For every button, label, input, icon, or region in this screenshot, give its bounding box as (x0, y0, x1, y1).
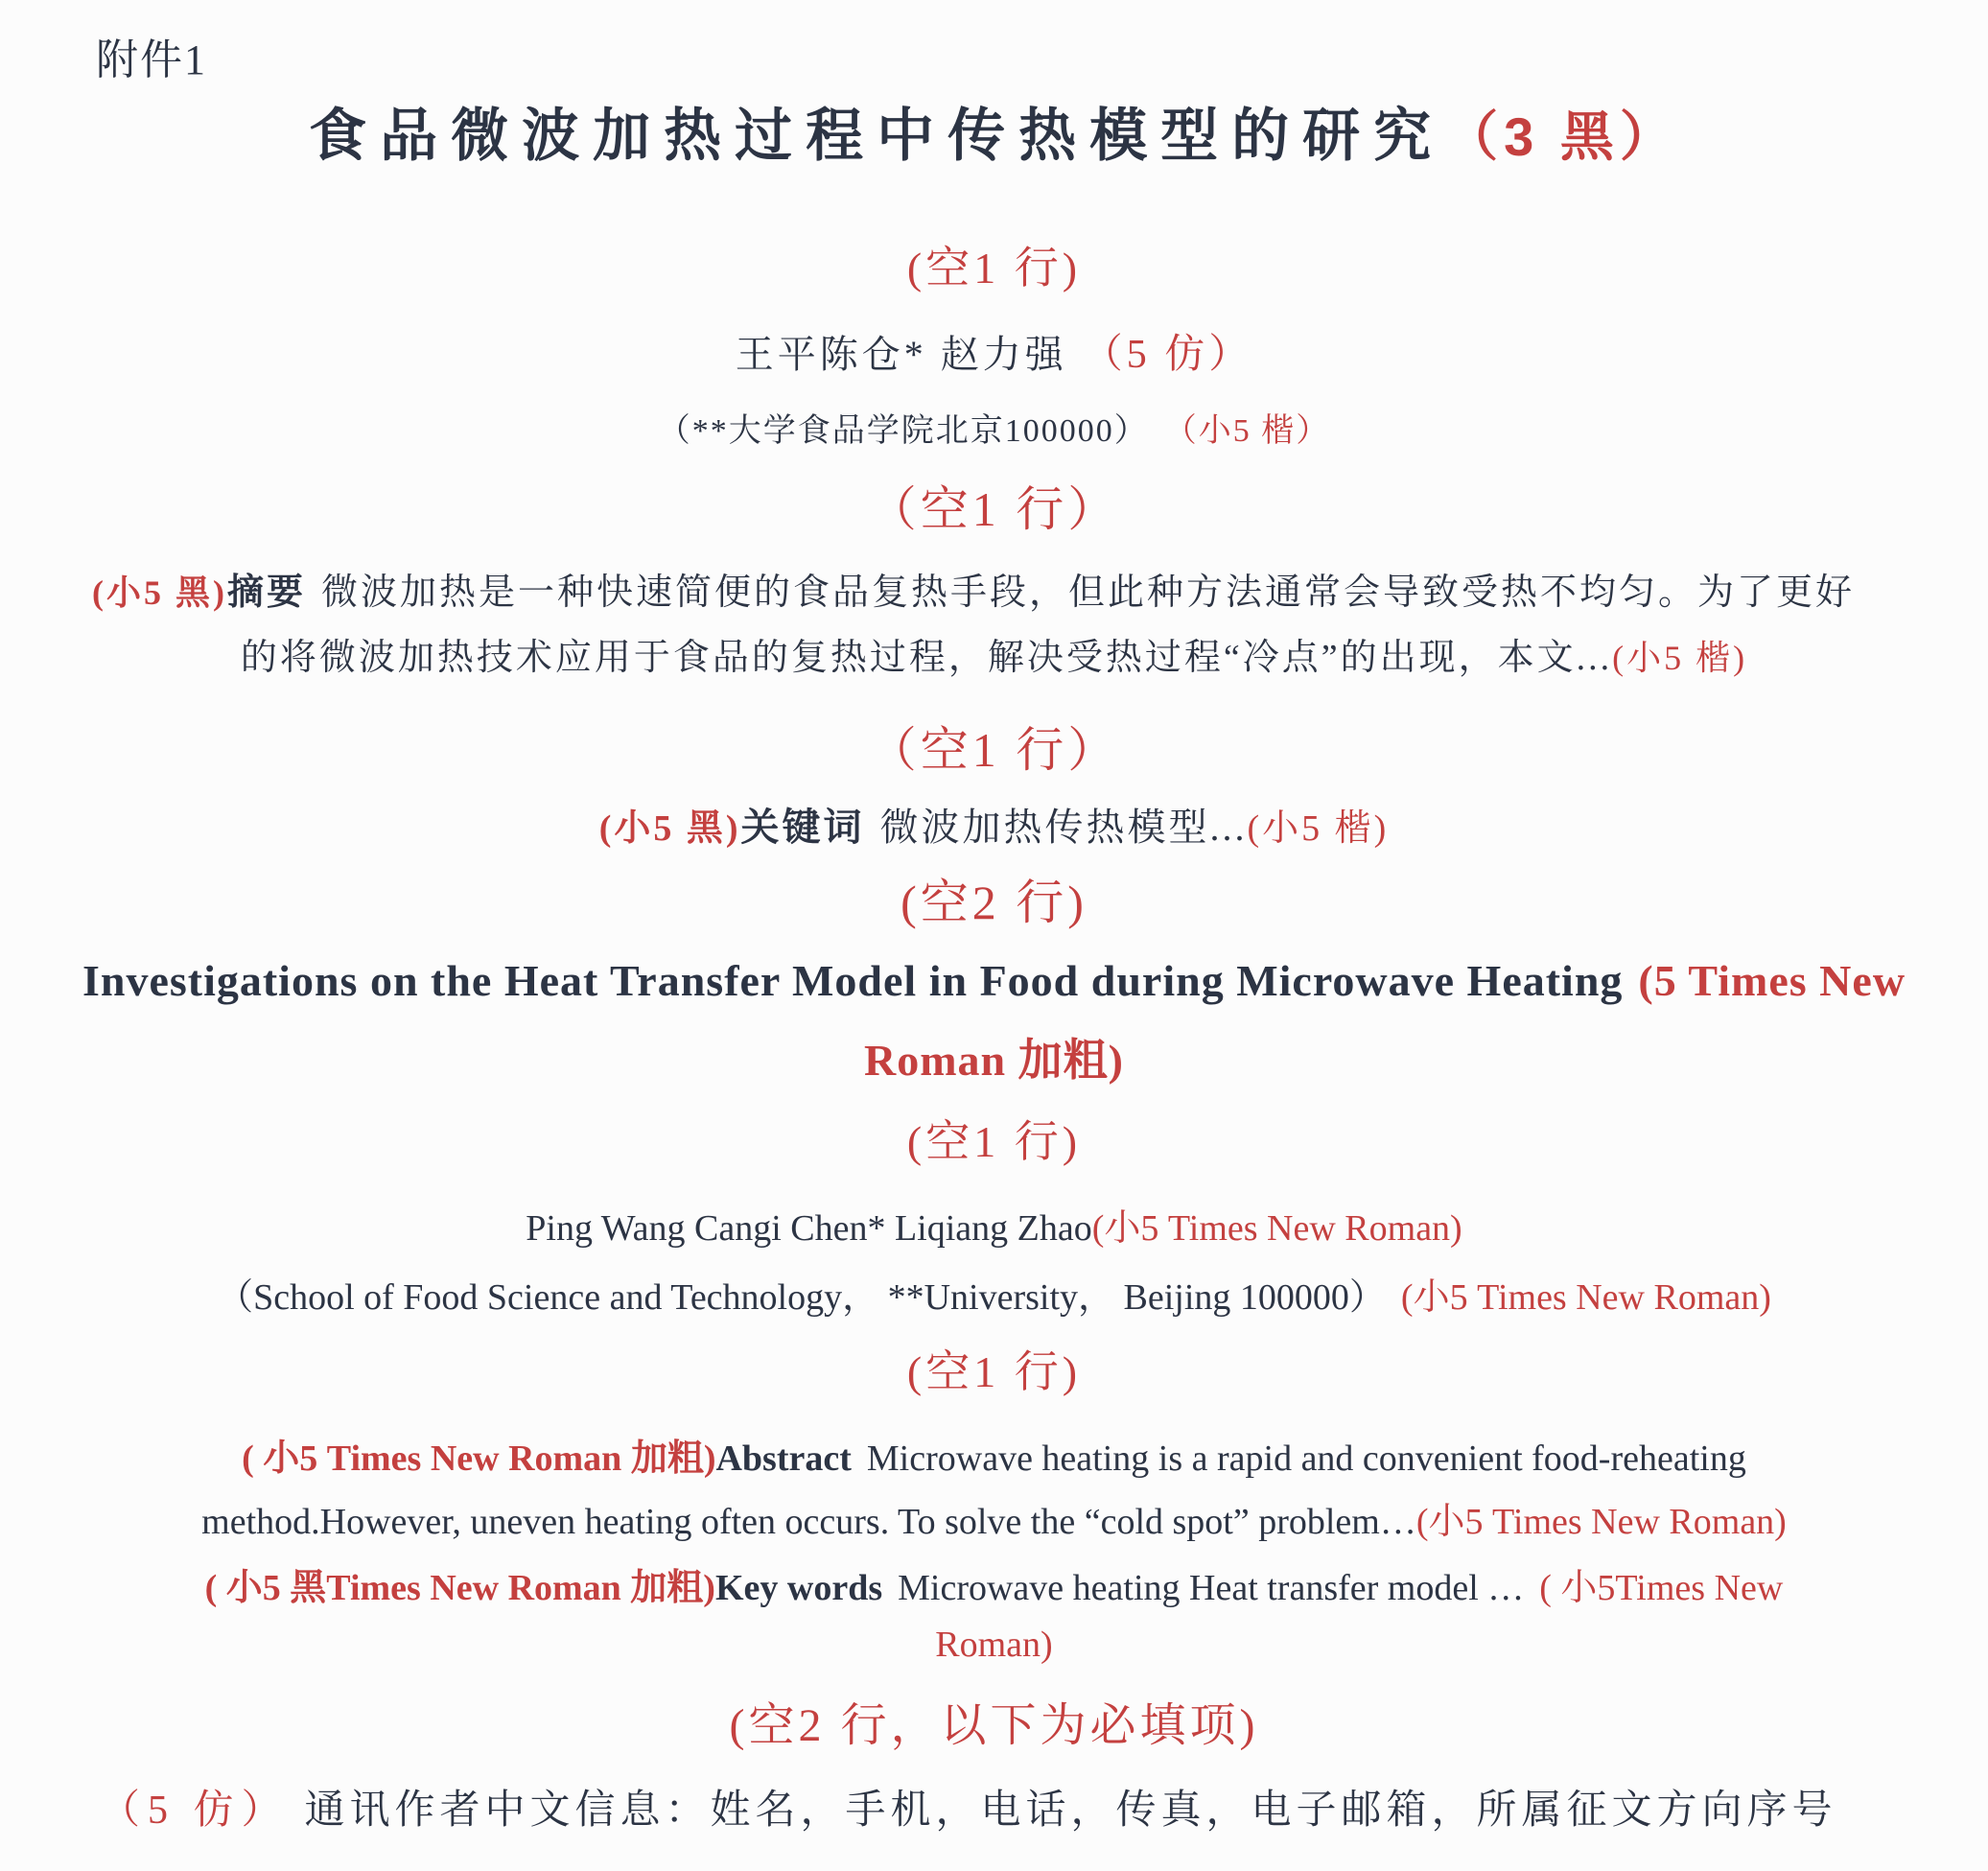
attachment-label-text: 附件1 (96, 36, 207, 83)
blank-note-text: (空2 行) (900, 876, 1088, 929)
en-authors-font-note: (小5 Times New Roman) (1091, 1208, 1462, 1249)
blank-note-text: （空1 行） (868, 482, 1120, 536)
cn-abstract-line-2 (0, 627, 1988, 680)
footer-contact-text: 通讯作者中文信息：姓名，手机，电话，传真，电子邮箱，所属征文方向序号 (304, 1789, 1837, 1833)
blank-note-text: (空2 行，以下为必填项) (729, 1700, 1259, 1751)
attachment-label (96, 25, 207, 86)
cn-abstract-font-note-suffix: (小5 楷) (1612, 639, 1748, 677)
blank-note-text: (空1 行) (906, 244, 1082, 292)
en-abstract-text-1: Microwave heating is a rapid and convenient food-reheating (866, 1438, 1746, 1479)
footer-contact-line (100, 1778, 1837, 1836)
blank-note-text: （空1 行） (868, 723, 1120, 777)
en-keywords-font-note-1: ( 小5Times New (1539, 1568, 1784, 1608)
cn-abstract-line-1 (92, 562, 1855, 615)
en-authors-text: Ping Wang Cangi Chen* Liqiang Zhao (526, 1208, 1092, 1249)
en-affiliation-line (0, 1267, 1988, 1320)
cn-title-text: 食品微波加热过程中传热模型的研究 (309, 104, 1445, 168)
cn-blank-line-3-note (0, 712, 1988, 781)
cn-keywords-font-note-suffix: (小5 楷) (1247, 808, 1390, 849)
cn-abstract-label: 摘要 (226, 573, 306, 613)
en-abstract-line-1 (0, 1428, 1988, 1481)
cn-affiliation-text: （**大学食品学院北京100000） (657, 413, 1149, 449)
cn-blank-line-2-note (0, 471, 1988, 540)
en-keywords-font-note-prefix: ( 小5 黑Times New Roman 加粗) (204, 1568, 715, 1608)
cn-abstract-text-1: 微波加热是一种快速简便的食品复热手段，但此种方法通常会导致受热不均匀。为了更好 (321, 573, 1856, 613)
en-abstract-font-note-prefix: ( 小5 Times New Roman 加粗) (242, 1438, 716, 1479)
en-authors-line (0, 1198, 1988, 1251)
en-title-text: Investigations on the Heat Transfer Model in Food during Microwave Heating (82, 956, 1624, 1005)
en-title-font-note-1: (5 Times New (1638, 956, 1906, 1005)
en-blank-line-2-note (0, 1337, 1988, 1400)
en-abstract-text-2: method.However, uneven heating often occurs. To solve the “cold spot” problem… (201, 1502, 1416, 1542)
en-keywords-text: Microwave heating Heat transfer model … (898, 1568, 1525, 1608)
cn-title-font-note: （3 黑） (1444, 106, 1679, 167)
cn-authors-text: 王平陈仓* 赵力强 (735, 333, 1067, 376)
cn-affiliation-font-note: （小5 楷） (1163, 413, 1331, 449)
en-abstract-line-2 (0, 1491, 1988, 1544)
en-title-line-1 (0, 955, 1988, 1006)
cn-keywords-label: 关键词 (740, 806, 865, 849)
en-abstract-label: Abstract (715, 1438, 852, 1479)
cn-blank-line-1-note (0, 233, 1988, 296)
cn-affiliation-line (0, 404, 1988, 451)
cn-authors-line (0, 322, 1988, 380)
en-keywords-font-note-2: Roman) (935, 1625, 1053, 1665)
cn-abstract-text-2: 的将微波加热技术应用于食品的复热过程，解决受热过程“冷点”的出现，本文... (240, 638, 1613, 678)
footer-contact-font-note: （5 仿） (100, 1789, 290, 1833)
cn-abstract-font-note-prefix: (小5 黑) (92, 573, 227, 612)
cn-authors-font-note: （5 仿） (1082, 333, 1253, 377)
blank-note-text: (空1 行) (906, 1117, 1082, 1166)
cn-blank-line-4-note (0, 864, 1988, 933)
en-keywords-line-2 (0, 1624, 1988, 1666)
en-blank-line-1-note (0, 1107, 1988, 1170)
en-title-line-2 (0, 1025, 1988, 1088)
en-keywords-label: Key words (714, 1568, 883, 1608)
cn-title-line (0, 90, 1988, 173)
blank-note-text: (空1 行) (906, 1347, 1082, 1396)
en-affiliation-font-note: (小5 Times New Roman) (1400, 1277, 1771, 1318)
en-keywords-line-1 (0, 1557, 1988, 1610)
cn-keywords-line (0, 797, 1988, 852)
cn-keywords-text: 微波加热传热模型... (879, 806, 1248, 849)
cn-keywords-font-note-prefix: (小5 黑) (598, 808, 741, 849)
en-title-font-note-2: Roman 加粗) (864, 1036, 1124, 1085)
en-abstract-font-note-suffix: (小5 Times New Roman) (1415, 1502, 1787, 1542)
footer-blank-line-note (0, 1688, 1988, 1754)
en-affiliation-text: （School of Food Science and Technology， **University， Beijing 100000） (217, 1277, 1386, 1318)
